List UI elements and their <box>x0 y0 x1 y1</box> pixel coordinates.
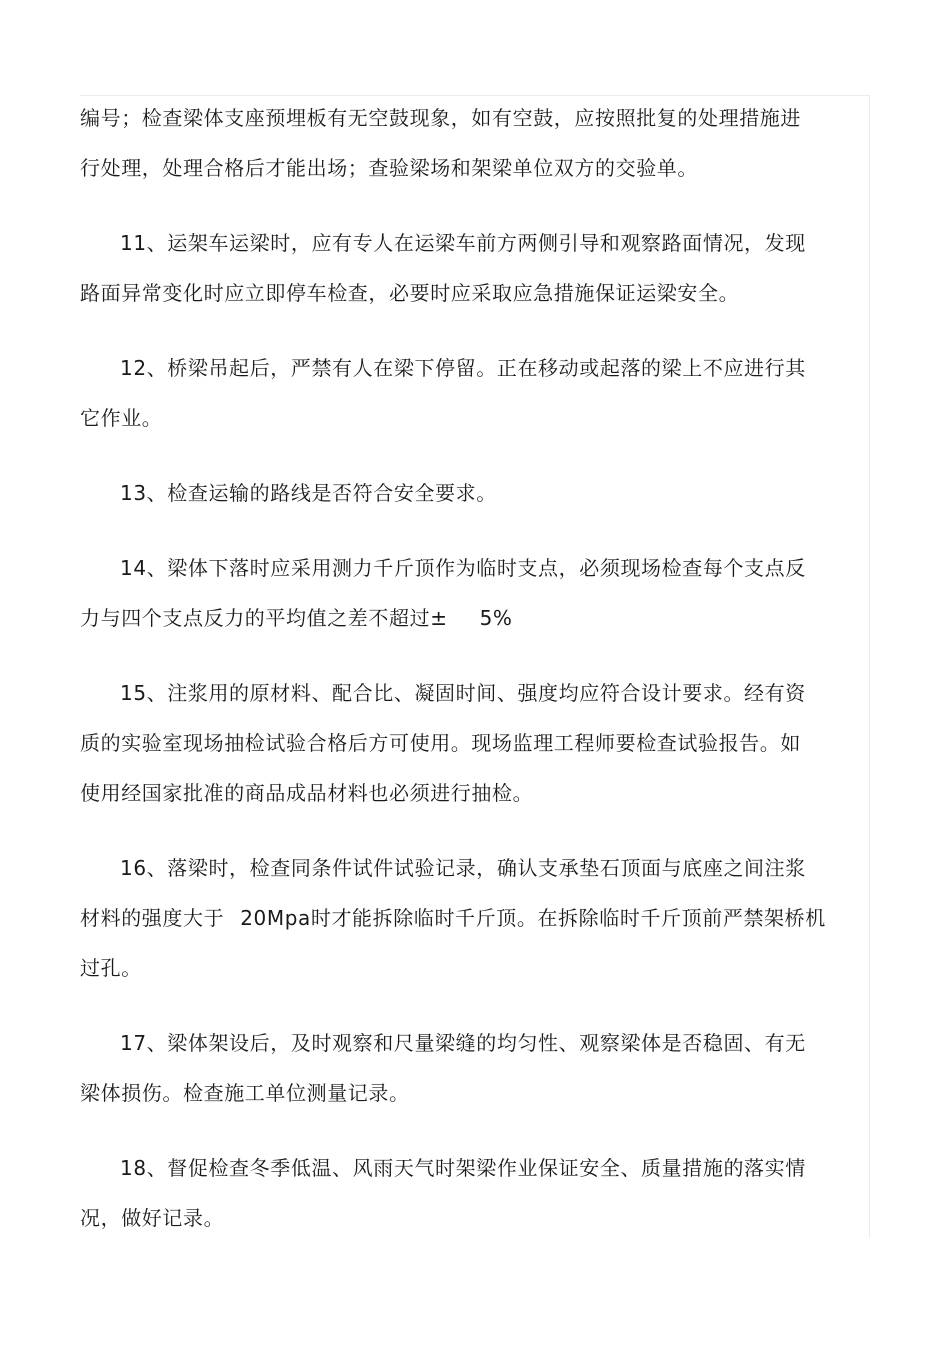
paragraph-10-continued <box>80 93 815 193</box>
document-body <box>80 93 826 1268</box>
text-line: 它作业。 <box>80 406 163 430</box>
text-line: 13、检查运输的路线是否符合安全要求。 <box>120 481 497 505</box>
paragraph-14 <box>80 543 815 643</box>
text-line: 18、督促检查冬季低温、风雨天气时架梁作业保证安全、质量措施的落实情 <box>120 1156 806 1180</box>
paragraph-15 <box>80 668 815 818</box>
paragraph-12 <box>80 343 815 443</box>
text-line: 11、运架车运梁时，应有专人在运梁车前方两侧引导和观察路面情况，发现 <box>120 231 806 255</box>
page-border-right <box>869 95 870 1238</box>
text-line: 12、桥梁吊起后，严禁有人在梁下停留。正在移动或起落的梁上不应进行其 <box>120 356 806 380</box>
paragraph-16 <box>80 843 826 993</box>
text-line: 路面异常变化时应立即停车检查，必要时应采取应急措施保证运梁安全。 <box>80 281 740 305</box>
text-line: 14、梁体下落时应采用测力千斤顶作为临时支点，必须现场检查每个支点反 <box>120 556 806 580</box>
text-line: 17、梁体架设后，及时观察和尺量梁缝的均匀性、观察梁体是否稳固、有无 <box>120 1031 806 1055</box>
text-line <box>80 593 815 643</box>
text-line <box>80 893 826 943</box>
text-fragment: 材料的强度大于 <box>80 906 225 930</box>
text-fragment: 力与四个支点反力的平均值之差不超过± <box>80 606 448 630</box>
text-line: 梁体损伤。检查施工单位测量记录。 <box>80 1081 410 1105</box>
text-fragment: 20Mpa时才能拆除临时千斤顶。在拆除临时千斤顶前严禁架桥机 <box>240 906 826 930</box>
percentage-value: 5% <box>479 606 513 630</box>
text-line: 过孔。 <box>80 956 142 980</box>
paragraph-11 <box>80 218 815 318</box>
text-line: 16、落梁时，检查同条件试件试验记录，确认支承垫石顶面与底座之间注浆 <box>120 856 806 880</box>
text-line: 质的实验室现场抽检试验合格后方可使用。现场监理工程师要检查试验报告。如 <box>80 731 801 755</box>
paragraph-13 <box>80 468 815 518</box>
text-line: 15、注浆用的原材料、配合比、凝固时间、强度均应符合设计要求。经有资 <box>120 681 806 705</box>
text-line: 况，做好记录。 <box>80 1206 225 1230</box>
text-line: 编号；检查梁体支座预埋板有无空鼓现象，如有空鼓，应按照批复的处理措施进 <box>80 106 801 130</box>
text-line: 行处理，处理合格后才能出场；查验梁场和架梁单位双方的交验单。 <box>80 156 698 180</box>
paragraph-18 <box>80 1143 815 1243</box>
paragraph-17 <box>80 1018 815 1118</box>
text-line: 使用经国家批准的商品成品材料也必须进行抽检。 <box>80 781 534 805</box>
